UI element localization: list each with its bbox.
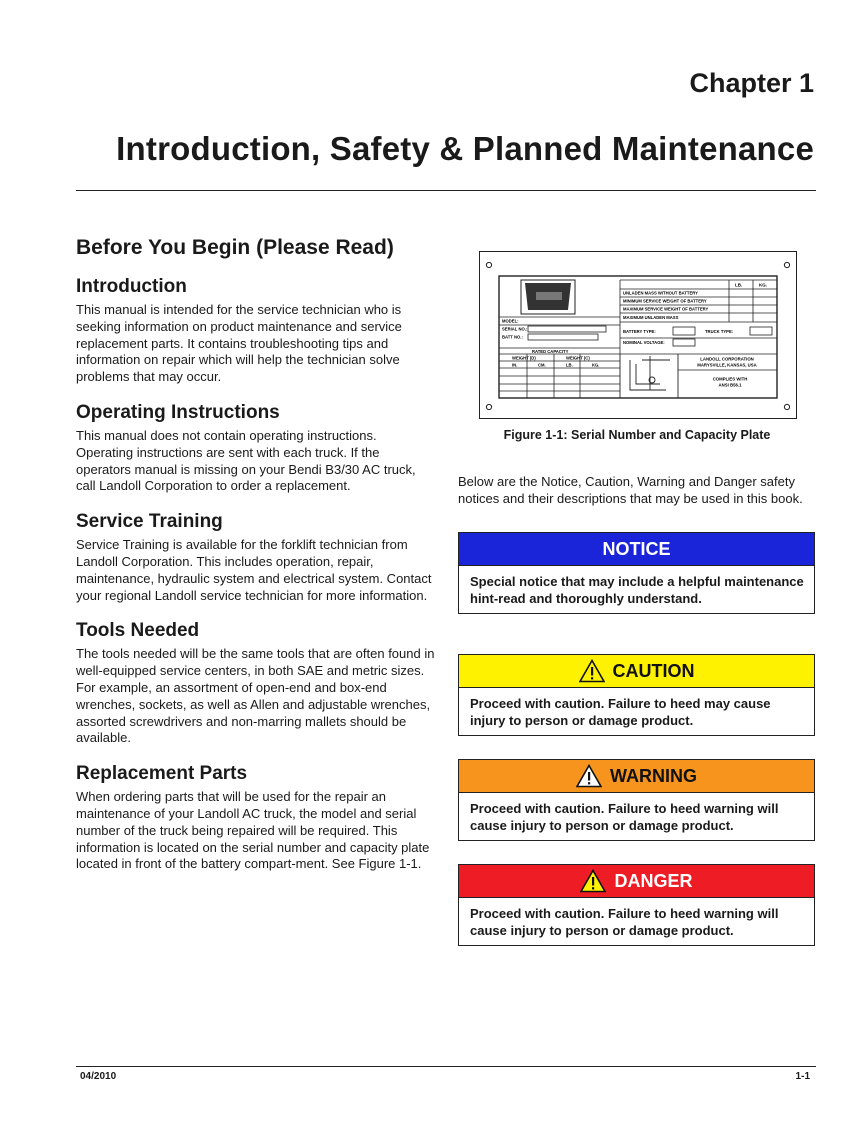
screw-hole-icon (486, 404, 491, 409)
figure-caption: Figure 1-1: Serial Number and Capacity Plate (503, 428, 771, 442)
section-body-introduction: This manual is intended for the service technician who is seeking information on product maintenance and service replacement parts. It contains troubleshooting tips and information on repair which will help the technician solve problems that may occur. (76, 302, 402, 385)
danger-box (458, 864, 815, 946)
section-body-operating-instructions: This manual does not contain operating instructions. Operating instructions are sent with each truck. If the operators manual is missing on your Bendi B3/30 AC truck, call Landoll Corporation to order a replacement. (76, 427, 416, 494)
svg-text:CM.: CM. (538, 362, 546, 368)
svg-text:IN.: IN. (512, 362, 518, 368)
page-title: Introduction, Safety & Planned Maintenance (116, 130, 814, 167)
warning-body: Proceed with caution. Failure to heed warning will cause injury to person or damage product. (470, 801, 779, 833)
svg-text:MAXIMUM UNLADEN MASS: MAXIMUM UNLADEN MASS (623, 315, 679, 320)
danger-header (459, 865, 814, 898)
warning-header (459, 760, 814, 793)
svg-text:LB.: LB. (735, 282, 743, 288)
svg-text:LANDOLL CORPORATION: LANDOLL CORPORATION (700, 356, 754, 362)
warning-triangle-icon (576, 764, 602, 788)
serial-capacity-plate-figure (479, 251, 797, 419)
warning-triangle-icon (579, 659, 605, 683)
notice-header (459, 533, 814, 566)
notice-box (458, 532, 815, 614)
svg-text:BATTERY TYPE:: BATTERY TYPE: (623, 329, 656, 334)
section-heading-introduction: Introduction (76, 276, 187, 297)
svg-text:COMPLIES WITH: COMPLIES WITH (712, 376, 748, 382)
section-body-service-training: Service Training is available for the forklift technician from Landoll Corporation. This includes operation, repair, maintenance, hydraulic system and electrical system. Contact your regional Landoll service technician for more information. (76, 537, 432, 603)
section-heading-tools-needed: Tools Needed (76, 620, 200, 642)
warning-title: WARNING (610, 765, 697, 786)
notice-body: Special notice that may include a helpful maintenance hint-read and thoroughly understand. (470, 574, 804, 606)
header-divider (76, 190, 816, 191)
safety-notices-intro: Below are the Notice, Caution, Warning and Danger safety notices and their descriptions that may be used in this book. (458, 474, 803, 506)
svg-text:KG.: KG. (592, 362, 600, 368)
chapter-label: Chapter 1 (689, 68, 814, 98)
footer-divider (76, 1066, 816, 1067)
svg-text:NOMINAL VOLTAGE:: NOMINAL VOLTAGE: (623, 340, 665, 345)
section-body-tools-needed: The tools needed will be the same tools that are often found in well-equipped service centers, in both SAE and metric sizes. For example, an assortment of open-end and box-end wrenches, sockets, as well as Allen and adjustable wrenches, assorted screwdrivers and non-marring mallets should be available. (76, 646, 435, 746)
caution-header (459, 655, 814, 688)
caution-title: CAUTION (612, 660, 695, 681)
svg-text:MARYSVILLE, KANSAS, USA: MARYSVILLE, KANSAS, USA (697, 362, 757, 368)
svg-text:ANSI B56.1: ANSI B56.1 (718, 382, 742, 388)
danger-body: Proceed with caution. Failure to heed warning will cause injury to person or damage product. (470, 906, 779, 938)
screw-hole-icon (784, 262, 789, 267)
warning-box (458, 759, 815, 841)
warning-triangle-icon (580, 869, 606, 893)
load-center-diagram-icon (620, 354, 678, 398)
svg-text:RATED CAPACITY: RATED CAPACITY (532, 349, 569, 354)
svg-text:MINIMUM SERVICE WEIGHT OF BATT: MINIMUM SERVICE WEIGHT OF BATTERY (623, 298, 707, 304)
svg-text:TRUCK TYPE:: TRUCK TYPE: (705, 329, 734, 334)
svg-text:KG.: KG. (759, 282, 768, 288)
section-heading-operating-instructions: Operating Instructions (76, 401, 280, 423)
svg-text:BATT NO.:: BATT NO.: (502, 334, 523, 340)
left-column (76, 236, 436, 889)
svg-text:LB.: LB. (566, 362, 573, 368)
notice-title: NOTICE (602, 538, 671, 559)
landoll-logo-icon (521, 280, 575, 314)
main-heading: Before You Begin (Please Read) (76, 236, 394, 259)
svg-text:MAXIMUM SERVICE WEIGHT OF BATT: MAXIMUM SERVICE WEIGHT OF BATTERY (623, 306, 709, 312)
svg-text:SERIAL NO.:: SERIAL NO.: (502, 326, 528, 332)
caution-box (458, 654, 815, 736)
svg-text:WEIGHT (C): WEIGHT (C) (566, 355, 590, 361)
svg-text:UNLADEN MASS WITHOUT BATTERY: UNLADEN MASS WITHOUT BATTERY (623, 290, 698, 296)
svg-text:MODEL:: MODEL: (502, 318, 519, 324)
section-heading-service-training: Service Training (76, 511, 223, 533)
section-heading-replacement-parts: Replacement Parts (76, 763, 248, 785)
footer-page-number: 1-1 (795, 1071, 810, 1082)
footer-date: 04/2010 (80, 1071, 117, 1082)
section-body-replacement-parts: When ordering parts that will be used for the repair an maintenance of your Landoll AC truck, the model and serial number of the truck being repaired will be required. This information is located on the serial number and capacity plate located in front of the battery compart-ment. See Figure 1-1. (76, 789, 430, 872)
screw-hole-icon (784, 404, 789, 409)
svg-text:WEIGHT (D): WEIGHT (D) (512, 355, 536, 361)
screw-hole-icon (486, 262, 491, 267)
danger-title: DANGER (614, 870, 693, 891)
caution-body: Proceed with caution. Failure to heed may cause injury to person or damage product. (470, 696, 771, 728)
